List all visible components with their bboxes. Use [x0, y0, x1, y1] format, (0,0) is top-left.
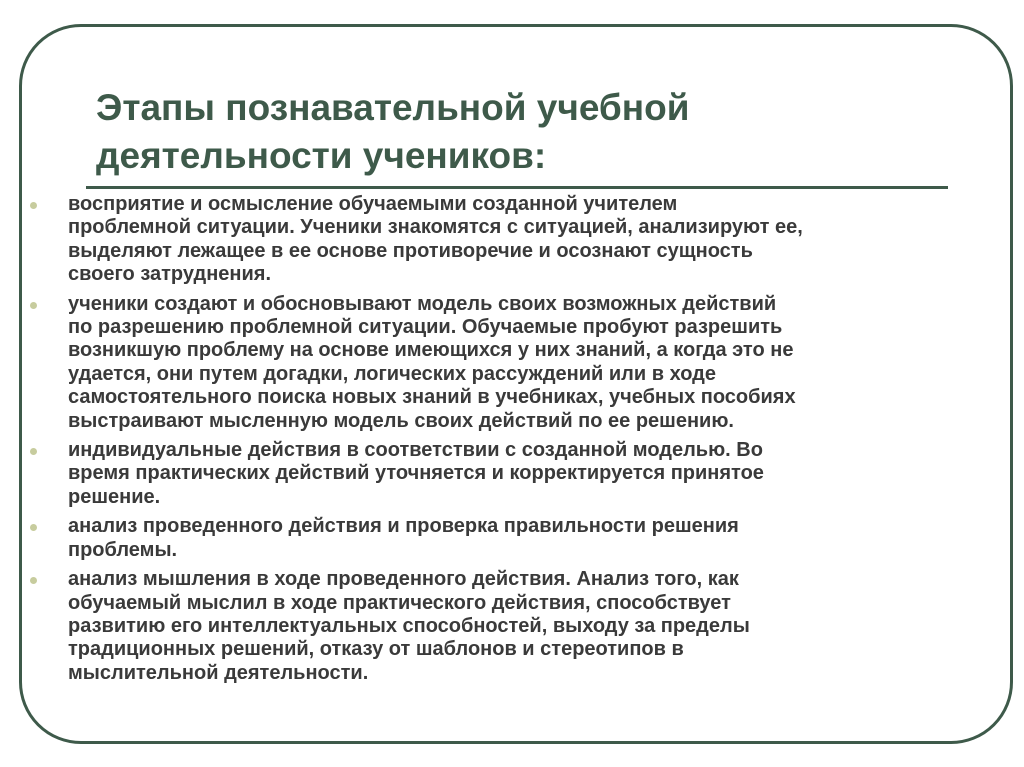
text-line: индивидуальные действия в соответствии с созданной моделью. Во: [68, 439, 763, 462]
list-item-text: [68, 515, 1024, 562]
bullet-dot-icon: [30, 524, 37, 531]
text-line: выделяют лежащее в ее основе противоречие и осознают сущность: [68, 239, 753, 262]
bullet-dot-icon: [30, 302, 37, 309]
list-item: [24, 193, 1024, 287]
text-line: проблемы.: [68, 538, 178, 561]
text-line: выстраивают мысленную модель своих действий по ее решению.: [68, 409, 734, 432]
list-item-text: [68, 439, 1024, 509]
list-item-text: [68, 193, 1024, 287]
text-line: решение.: [68, 485, 161, 508]
text-line: своего затруднения.: [68, 263, 272, 286]
list-item: [24, 293, 1024, 433]
text-line: анализ мышления в ходе проведенного действия. Анализ того, как: [68, 568, 739, 591]
list-item: [24, 568, 1024, 685]
title-divider: [86, 186, 948, 189]
slide-title: [96, 84, 956, 180]
list-item-text: [68, 568, 1024, 685]
bullet-dot-icon: [30, 448, 37, 455]
list-item: [24, 515, 1024, 562]
bullet-dot-icon: [30, 577, 37, 584]
title-line: деятельности учеников:: [96, 135, 547, 176]
bullet-list: [24, 193, 1024, 691]
text-line: восприятие и осмысление обучаемыми созданной учителем: [68, 193, 678, 215]
title-line: Этапы познавательной учебной: [96, 87, 690, 128]
text-line: ученики создают и обосновывают модель своих возможных действий: [68, 292, 777, 315]
text-line: проблемной ситуации. Ученики знакомятся с ситуацией, анализируют ее,: [68, 216, 803, 239]
text-line: развитию его интеллектуальных способностей, выходу за пределы: [68, 614, 750, 637]
text-line: удается, они путем догадки, логических рассуждений или в ходе: [68, 362, 716, 385]
text-line: традиционных решений, отказу от шаблонов и стереотипов в: [68, 638, 684, 661]
bullet-dot-icon: [30, 202, 37, 209]
text-line: мыслительной деятельности.: [68, 661, 369, 684]
list-item-text: [68, 293, 1024, 433]
text-line: возникшую проблему на основе имеющихся у них знаний, а когда это не: [68, 339, 794, 362]
text-line: время практических действий уточняется и корректируется принятое: [68, 462, 764, 485]
list-item: [24, 439, 1024, 509]
text-line: обучаемый мыслил в ходе практического действия, способствует: [68, 591, 731, 614]
text-line: по разрешению проблемной ситуации. Обучаемые пробуют разрешить: [68, 316, 783, 339]
text-line: самостоятельного поиска новых знаний в учебниках, учебных пособиях: [68, 386, 796, 409]
text-line: анализ проведенного действия и проверка правильности решения: [68, 515, 739, 538]
